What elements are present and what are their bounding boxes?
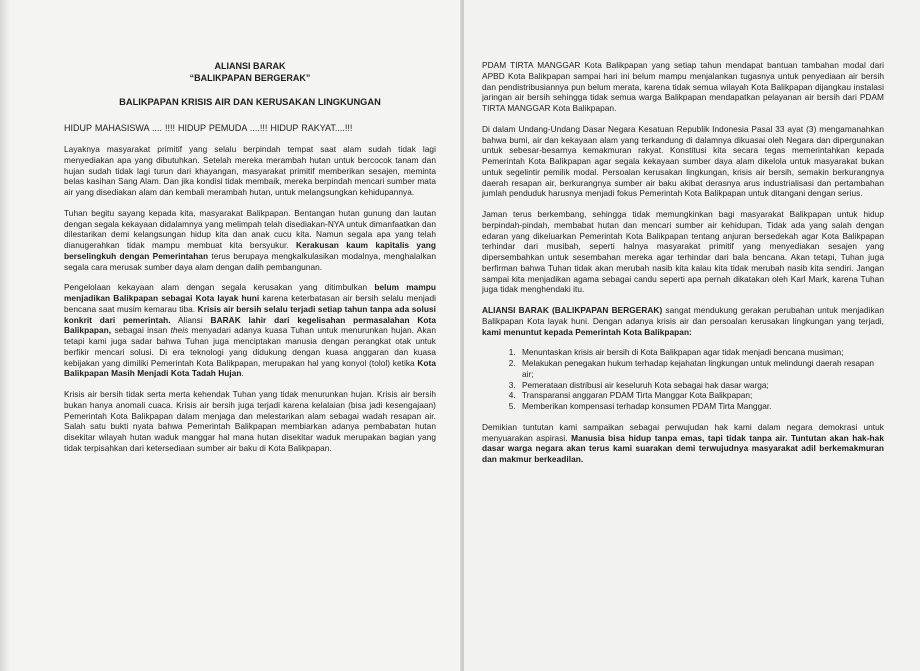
p3-bold-livable-city: belum mampu menjadikan Balikpapan sebagai Kota layak huni [64, 282, 436, 303]
list-item: 1. Menuntaskan krisis air bersih di Kota Balikpapan agar tidak menjadi bencana musiman; [518, 347, 884, 358]
list-item: 3. Pemerataan distribusi air keseluruh Kota sebagai hak dasar warga; [518, 380, 884, 391]
paragraph-barak-support [482, 305, 884, 337]
p3-bold-barak-born: BARAK lahir dari kegelisahan permasalahan Kota Balikpapan, [64, 314, 437, 336]
list-item: 2. Melakukan penegakan hukum terhadap kejahatan lingkungan untuk melindungi daerah resapan air; [518, 358, 884, 380]
document-subtitle: BALIKPAPAN KRISIS AIR DAN KERUSAKAN LINGKUNGAN [119, 97, 381, 107]
p3-text-c: karena keterbatasan air bersih selalu menjadi bencana saat musim kemarau tiba. [64, 293, 437, 314]
p9-bold-water-life: Manusia bisa hidup tanpa emas, tapi tidak tanpa air. Tuntutan akan hak-hak dasar warga negara akan terus kami suarakan demi terwujudnya masyarakat adil berkemakmuran dan makmur berkeadilan. [482, 432, 884, 464]
p3-text-e: Aliansi [170, 314, 211, 325]
p2-bold-capitalists: Kerakusan kaum kapitalis yang berselingkuh dengan Pemerintahan [64, 240, 436, 261]
p8-bold-demand-intro: kami menuntut kepada Pemerintah Kota Balikpapan: [482, 326, 692, 337]
p2-text-c: terus berupaya mengkalkulasikan modalnya, menghalalkan segala cara merusak sumber daya alam dengan dalih pembangunan. [64, 250, 436, 272]
list-item: 5. Memberikan kompensasi terhadap konsumen PDAM Tirta Manggar. [518, 401, 884, 412]
paragraph-closing [482, 422, 884, 465]
p3-italic-theis: theis [170, 325, 189, 336]
title-line-1: ALIANSI BARAK [214, 61, 286, 71]
p9-text-a: Demikian tuntutan kami sampaikan sebagai perwujudan hak kami dalam negara demokrasi untuk menyuarakan aspirasi. [482, 421, 884, 443]
p3-text-i: menyadari adanya kuasa Tuhan untuk menurunkan hujan. Akan tetapi kami juga sadar bahwa Tuhan juga menciptakan manusia dengan perangkat otak untuk berfikir mencari solusi. Di era teknologi yang didukung dengan kuasa anggaran dan kuasa kebijakan yang dimiliki Pemerintah Kota Balikpapan, merupakan hal yang konyol (tolol) ketika [64, 325, 436, 368]
right-page [464, 0, 920, 671]
paragraph-crisis-causes: Krisis air bersih tidak serta merta kehendak Tuhan yang tidak menurunkan hujan. Krisis air bersih bukan hanya anomali cuaca. Krisis air bersih juga terjadi karena kelalaian (bisa jadi kesengajaan) Pemerintah Kota Balikpapan dalam menjaga dan melestarikan alam sebagai wadah resapan air. Salah satu bukti nyata bahwa Pemerintah Balikpapan membiarkan adanya pembabatan hutan disekitar wilayah hutan waduk manggar hal mana hutan disekitar waduk merupakan bagian yang tidak terpisahkan dari ketersediaan sumber air baku di Kota Balikpapan. [64, 389, 436, 453]
paragraph-primitive-society: Layaknya masyarakat primitif yang selalu berpindah tempat saat alam sudah tidak lagi menyediakan apa yang dibutuhkan. Setelah mereka merambah hutan untuk bercocok tanam dan hujan sudah tidak lagi turun dari khayangan, masyarakat primitif memberikan sesajen, meminta belas kasihan Sang Alam. Dan jika kondisi tidak membaik, mereka berpindah mencari sumber mata air yang disediakan alam dan kembali merambah hutan, untuk melangsungkan kehidupannya. [64, 144, 436, 197]
title-line-2: “BALIKPAPAN BERGERAK” [189, 73, 311, 83]
p3-text-a: Pengelolaan kekayaan alam dengan segala kerusakan yang ditimbulkan [64, 282, 375, 293]
paragraph-gods-gift [64, 208, 436, 273]
p8-bold-barak: ALIANSI BARAK (BALIKPAPAN BERGERAK) [482, 305, 663, 315]
demands-list [482, 347, 884, 412]
p8-text-b: sangat mendukung gerakan perubahan untuk menjadikan Balikpapan Kota layak huni. Dengan adanya krisis air dan persoalan kerusakan lingkungan yang terjadi, [482, 305, 885, 326]
paragraph-constitution: Di dalam Undang-Undang Dasar Negara Kesatuan Republik Indonesia Pasal 33 ayat (3) mengamanahkan bahwa bumi, air dan kekayaan alam yang terkandung di dalamnya dikuasai oleh Negara dan dipergunakan untuk sebesar-besarnya kemakmuran rakyat. Konstitusi kita secara tegas memerintahkan kepada Pemerintah Kota Balikpapan agar segala kekayaan sumber daya alam dikelola untuk masyarakat bukan untuk segelintir pemilik modal. Persoalan kerusakan lingkungan, krisis air bersih, semakin berkurangnya daerah resapan air, berkurangnya sumber air baku akibat derasnya arus industrialisasi dan pertambahan jumlah penduduk harusnya menjadi fokus Pemerintah Kota Balikpapan untuk ditangani dengan serius. [482, 123, 884, 199]
paragraph-resource-management [64, 282, 436, 379]
p3-bold-rain-city: Kota Balikpapan Masih Menjadi Kota Tadah Hujan [64, 357, 436, 379]
p3-text-k: . [241, 368, 244, 379]
paragraph-pdam: PDAM TIRTA MANGGAR Kota Balikpapan yang setiap tahun mendapat bantuan tambahan modal dari APBD Kota Balikpapan sampai hari ini belum mampu menjalankan tugasnya untuk penyediaan air bersih dan pendistribusiannya pun belum merata, karena tidak semua wilayah Kota Balikpapan dijangkau instalasi jaringan air bersih sehingga tidak semua warga Balikpapan mendapatkan pelayanan air bersih dari PDAM TIRTA MANGGAR Kota Balikpapan. [482, 60, 884, 113]
p2-text-a: Tuhan begitu sayang kepada kita, masyarakat Balikpapan. Bentangan hutan gunung dan lautan dengan segala kekayaan didalamnya yang melimpah telah disediakan-NYA untuk dimanfaatkan dan dilestarikan demi kelangsungan hidup kita dan anak cucu kita. Namun segala apa yang telah dianugerahkan tidak mampu membuat kita bersyukur. [64, 207, 437, 250]
list-item: 4. Transparansi anggaran PDAM Tirta Manggar Kota Balikpapan; [518, 390, 884, 401]
slogan: HIDUP MAHASISWA .... !!!! HIDUP PEMUDA ....!!! HIDUP RAKYAT....!!! [64, 123, 353, 133]
p3-text-g: sebagai insan [111, 325, 171, 336]
p3-bold-water-crisis: Krisis air bersih selalu terjadi setiap tahun tanpa ada solusi konkrit dari pemerintah. [64, 303, 436, 325]
paragraph-times-change: Jaman terus berkembang, sehingga tidak memungkinkan bagi masyarakat Balikpapan untuk hidup berpindah-pindah, membabat hutan dan mencari sumber air kehidupan. Tidak ada yang salah dengan edaran yang dikeluarkan Pemerintah Kota Balikpapan tentang anjuran bersedekah agar Kota Balikpapan terhindar dari musibah, seperti halnya masyarakat primitif yang menyediakan sesajen yang dipersembahkan untuk sesembahan mereka agar terhindar dari bala bencana. Akan tetapi, Tuhan juga berfirman bahwa Tuhan tidak akan merubah nasib kita kalau kita tidak merubah nasib kita sendiri. Jangan sampai kita menjadikan agama sebagai candu seperti apa pernah dikatakan oleh Karl Mark, karena Tuhan juga tidak menghendaki itu. [482, 209, 884, 295]
